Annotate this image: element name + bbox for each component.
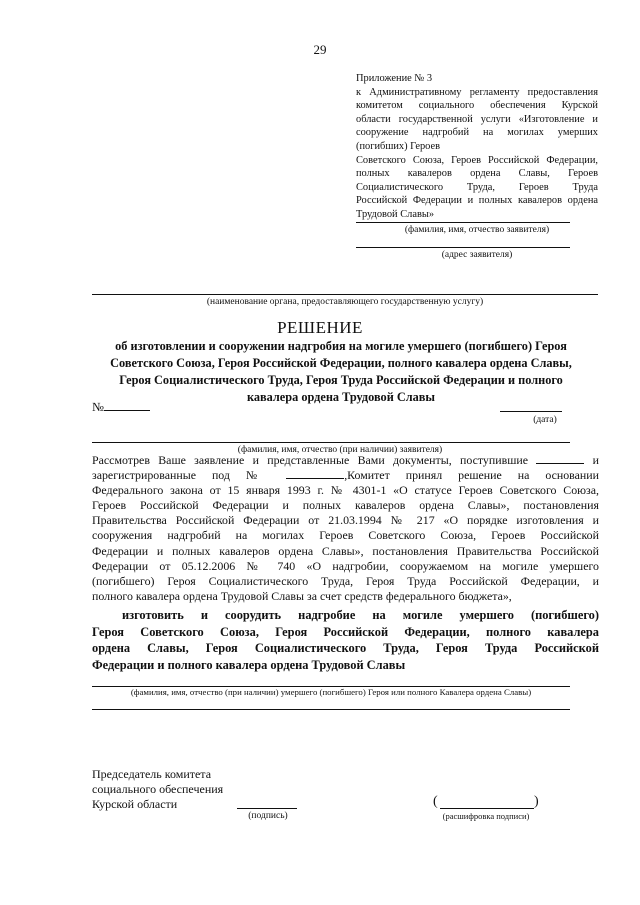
signatory-position xyxy=(92,767,223,812)
received-date-field[interactable] xyxy=(536,453,584,464)
decision-text xyxy=(92,607,599,673)
subtitle-line: Советского Союза, Героя Российской Федерации, полного кавалера ордена Славы, xyxy=(110,356,572,370)
organ-name-line[interactable] xyxy=(92,294,598,295)
signature-decode-line[interactable] xyxy=(440,808,534,809)
body-line: Героев Российской Федерации и полных кавалеров ордена Славы», постановления xyxy=(92,498,599,513)
decision-number-row xyxy=(92,400,150,415)
appendix-line: комитетом социального обеспечения Курской xyxy=(356,100,598,112)
number-label: № xyxy=(92,400,104,414)
subtitle-line: об изготовлении и сооружении надгробия на могиле умершего (погибшего) Героя xyxy=(115,339,567,353)
body-text: зарегистрированные под № xyxy=(92,468,271,483)
appendix-line: области государственной услуги «Изготовление и xyxy=(356,113,598,125)
body-line: сооружения надгробий на могилах Героев Советского Союза, Героев Российской xyxy=(92,528,599,543)
decision-number-field[interactable] xyxy=(104,400,150,411)
body-line: полного кавалера ордена Трудовой Славы за счет средств федерального бюджета», xyxy=(92,588,512,603)
position-line: Курской области xyxy=(92,797,178,811)
registration-number-field[interactable] xyxy=(286,468,344,479)
body-text: и xyxy=(592,453,599,467)
open-paren: ( xyxy=(433,794,438,809)
body-line: (погибшего) Героя Социалистического Труда, Героя Труда Российской Федерации, и xyxy=(92,573,599,588)
appendix-line: Советского Союза, Героев Российской Федерации, xyxy=(356,154,598,166)
body-text: Рассмотрев Ваше заявление и представленные Вами документы, поступившие xyxy=(92,453,528,467)
document-subtitle xyxy=(92,338,590,406)
applicant-address-caption: (адрес заявителя) xyxy=(441,250,513,260)
signature-decode-caption: (расшифровка подписи) xyxy=(442,811,530,821)
appendix-line: к Административному регламенту предоставления xyxy=(356,86,598,98)
decision-line: ордена Славы, Героя Социалистического Труда, Героя Труда Российской xyxy=(92,641,599,656)
document-title: РЕШЕНИЕ xyxy=(277,318,363,337)
applicant-address-line[interactable] xyxy=(356,247,570,248)
body-line: Федерации от 05.12.2006 № 740 «О надгробии, сооружаемом на могиле умершего xyxy=(92,558,599,573)
body-line: Федерального закона от 15 января 1993 г. № 4301-1 «О статусе Героев Советского Союза, xyxy=(92,483,599,498)
appendix-line: (погибших) Героев xyxy=(356,140,441,152)
body-line: Правительства Российской Федерации от 21.03.1994 № 217 «О порядке изготовления и xyxy=(92,513,599,528)
signature-line[interactable] xyxy=(237,808,297,809)
date-caption: (дата) xyxy=(533,415,557,425)
applicant-fullname-line[interactable] xyxy=(92,442,570,443)
appendix-line: полных кавалеров ордена Славы, Героев xyxy=(356,168,598,180)
appendix-line: Трудовой Славы» xyxy=(356,208,435,220)
organ-name-caption: (наименование органа, предоставляющего государственную услугу) xyxy=(206,297,484,307)
signature-caption: (подпись) xyxy=(248,811,288,821)
date-field-line[interactable] xyxy=(500,411,562,412)
position-line: социального обеспечения xyxy=(92,782,224,796)
applicant-fullname-caption: (фамилия, имя, отчество (при наличии) заявителя) xyxy=(237,445,443,455)
appendix-line: Приложение № 3 xyxy=(356,73,433,84)
deceased-name-line-2[interactable] xyxy=(92,709,570,710)
subtitle-line: Героя Социалистического Труда, Героя Труда Российской Федерации и полного xyxy=(119,373,563,387)
subtitle-line: кавалера ордена Трудовой Славы xyxy=(246,390,436,404)
body-paragraph xyxy=(92,453,599,604)
body-line: Федерации и полных кавалеров ордена Славы», постановления Правительства Российской xyxy=(92,543,599,558)
body-line xyxy=(92,468,599,483)
body-text: ,Комитет принял решение на основании xyxy=(344,468,599,483)
appendix-line: Социалистического Труда, Героев Труда xyxy=(356,181,598,193)
close-paren: ) xyxy=(534,794,539,809)
position-line: Председатель комитета xyxy=(92,767,212,781)
decision-line: Федерации и полного кавалера ордена Трудовой Славы xyxy=(92,657,406,672)
appendix-line: Российской Федерации и полных кавалеров ордена xyxy=(356,195,598,207)
applicant-name-line[interactable] xyxy=(356,222,570,223)
decision-line: изготовить и соорудить надгробие на могиле умершего (погибшего) xyxy=(122,608,599,622)
body-line xyxy=(92,453,599,468)
appendix-header xyxy=(356,72,598,222)
decision-line: Героя Советского Союза, Героя Российской Федерации, полного кавалера xyxy=(92,624,599,639)
applicant-name-caption: (фамилия, имя, отчество заявителя) xyxy=(404,225,550,235)
appendix-line: сооружение надгробий на могилах умерших xyxy=(356,127,598,139)
page-number: 29 xyxy=(313,42,327,57)
deceased-name-caption: (фамилия, имя, отчество (при наличии) умершего (погибшего) Героя или полного Кавалера ордена Славы) xyxy=(130,687,532,697)
